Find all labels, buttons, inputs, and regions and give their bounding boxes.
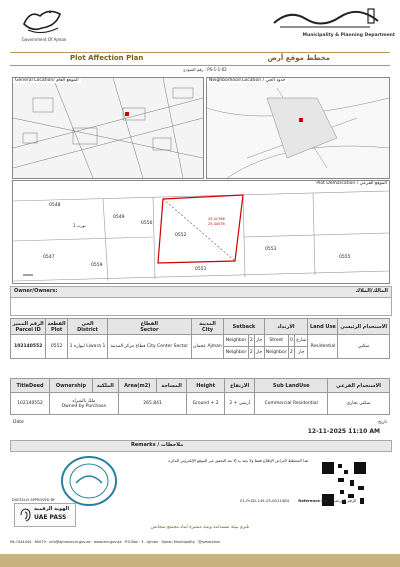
date-label-row <box>10 420 390 428</box>
government-of-ajman-logo <box>20 4 66 38</box>
plot-value: 0552 <box>46 335 68 359</box>
reference-label-en: Reference No <box>298 498 328 503</box>
owners-label-en: Owner/Owners: <box>14 288 58 294</box>
contact-item: 06-7444444 <box>10 540 32 544</box>
title-ar: مخطط موقع أرض <box>267 54 330 62</box>
ownership-value: ملك بالشراء Owned by Purchase <box>50 393 119 415</box>
gov-caption: Government Of Ajman <box>21 37 67 42</box>
plot-label: 0548 <box>49 203 61 208</box>
neighborhood-map-drawing <box>207 78 389 178</box>
neighborhood-map <box>206 77 390 179</box>
header-ownership: Ownership <box>50 379 93 393</box>
general-map-drawing <box>13 78 203 178</box>
setback-cell: جار <box>294 347 307 359</box>
land-use-value: Residential <box>308 335 338 359</box>
decorative-band <box>0 554 400 567</box>
plot-label: 0549 <box>113 215 125 220</box>
reference-row <box>240 498 390 503</box>
date-row <box>10 428 390 438</box>
plot-label: 0555 <box>339 255 351 260</box>
seal-note: هذا المخطط لأغراض الإطلاع فقط ولا يعتد به إلا بعد التحقق عبر الموقع الإلكتروني للدائرة <box>168 458 308 463</box>
header-plot: القطعة Plot <box>47 320 66 333</box>
contact-item: @ajmanmun <box>198 540 221 544</box>
header-area: Area(m2) <box>118 379 156 393</box>
setback-cell: Neighbor <box>264 347 288 359</box>
header-sub-landuse: Sub LandUse <box>255 379 328 393</box>
header-district: الحي District <box>67 319 107 335</box>
owners-label-ar: المالك/الملاك <box>355 288 388 294</box>
title-en: Plot Affection Plan <box>70 54 144 62</box>
contact-item: www.am.gov.ae <box>93 540 122 544</box>
uae-pass-en: UAE PASS <box>34 514 67 521</box>
height-ar-value: أرضي + 2 <box>224 393 254 415</box>
general-location-label: General Location/ الموقع العام <box>15 78 79 83</box>
plot-label: 0559 <box>91 263 103 268</box>
header-ownership-ar: الملكية <box>92 379 118 393</box>
header-area-ar: المساحة <box>156 379 186 393</box>
footer-slogan: نلتزم ببيئة مستدامة وبنية متميزة لبناء مجتمع متجانس <box>150 525 250 530</box>
date-value: 12-11-2025 11:10 AM <box>307 428 380 435</box>
general-location-map <box>12 77 204 179</box>
setback-cell: Street <box>264 335 288 347</box>
plot-label: 0547 <box>43 255 55 260</box>
uae-pass-badge <box>14 503 76 527</box>
dimension-label: 25.44576 <box>208 222 225 226</box>
form-number: رقم النموذج : PS-1-1-02 <box>183 67 227 72</box>
municipality-logo <box>270 5 382 31</box>
main-info-table <box>10 318 390 359</box>
plot-demarcation-map <box>12 180 390 284</box>
reference-value: 01-PLSD-145-25-0011484 <box>240 498 290 503</box>
municipality-seal-icon <box>60 455 118 507</box>
header-setback: Setback <box>224 319 264 335</box>
setback-cell: 2 <box>248 335 254 347</box>
setback-cell: 0 <box>288 335 294 347</box>
plot-label: 0550 <box>141 221 153 226</box>
title-deed-table <box>10 378 390 415</box>
neighborhood-label: Neighborhood Location / حدود الحي <box>209 78 286 83</box>
digitally-approved-label: DIGITALLY APPROVED BY <box>12 498 55 502</box>
setback-cell: Neighbor <box>224 335 248 347</box>
setback-cell: شارع <box>294 335 307 347</box>
owners-value-area <box>10 297 392 316</box>
remarks-section <box>10 440 392 452</box>
header-setback-ar: الارتداد <box>264 319 308 335</box>
header-height: Height <box>187 379 225 393</box>
header-land-use-ar: الاستخدام الرئيسي <box>338 319 390 335</box>
sub-landuse-value: Commercial Residential <box>255 393 328 415</box>
street-label: نورث 1 <box>73 223 86 228</box>
header-city: المدينة City <box>191 319 224 335</box>
header-height-ar: الارتفاع <box>224 379 254 393</box>
remarks-label: Remarks / ملاحظات <box>131 442 184 448</box>
contact-bar: 06-7444444 · 80070 · info@ajmanmun.gov.ae · www.am.gov.ae · P.O.Box : 3 - Ajman · Ajman Municipality · @ajmanmun <box>10 540 221 544</box>
setback-cell: جار <box>254 347 264 359</box>
city-value: عجمان Ajman <box>191 335 224 359</box>
uae-pass-ar: الهوية الرقمية <box>34 506 70 512</box>
setback-cell: 2 <box>248 347 254 359</box>
demarcation-label: Plot Demarcation / الموقع الفرعي <box>316 181 387 186</box>
district-value: ليواره 1 Liwara 1 <box>67 335 107 359</box>
contact-item: P.O.Box : 3 - Ajman <box>124 540 159 544</box>
page-header <box>0 0 400 46</box>
header-title-deed: TitleDeed <box>11 379 50 393</box>
plot-label: 0553 <box>265 247 277 252</box>
header-sector: القطاع Sector <box>108 319 192 335</box>
header-sub-landuse-ar: الاستخدام الفرعي <box>328 379 390 393</box>
area-value: 265.841 <box>118 393 187 415</box>
plot-label: 0552 <box>175 233 187 238</box>
title-deed-value: 102140552 <box>11 393 50 415</box>
dimension-label: 25.41766 <box>208 217 225 221</box>
sector-value: قطاع مركز المدينة City Center Sector <box>108 335 192 359</box>
parcel-id-value: 102140552 <box>11 335 46 359</box>
date-label-ar: تاريخ <box>378 420 387 425</box>
plot-label: 0551 <box>195 267 207 272</box>
reference-label-ar: الرقم المرجعي <box>332 498 356 503</box>
setback-cell: جار <box>254 335 264 347</box>
contact-item: info@ajmanmun.gov.ae <box>49 540 91 544</box>
land-use-ar-value: سكني <box>338 335 390 359</box>
sub-landuse-ar-value: سكني تجاري <box>328 393 390 415</box>
fingerprint-icon <box>18 507 32 523</box>
title-bar <box>10 52 390 66</box>
header-parcel-id: الرقم المميز Parcel ID <box>11 319 46 335</box>
setback-cell: Neighbor <box>224 347 248 359</box>
contact-item: Ajman Municipality <box>161 540 195 544</box>
date-label-en: Date <box>13 420 24 425</box>
dept-caption: Municipality & Planning Department <box>302 33 395 38</box>
contact-item: 80070 <box>34 540 46 544</box>
setback-cell: 2 <box>288 347 294 359</box>
height-value: Ground + 2 <box>187 393 225 415</box>
header-land-use: Land Use <box>308 319 338 335</box>
